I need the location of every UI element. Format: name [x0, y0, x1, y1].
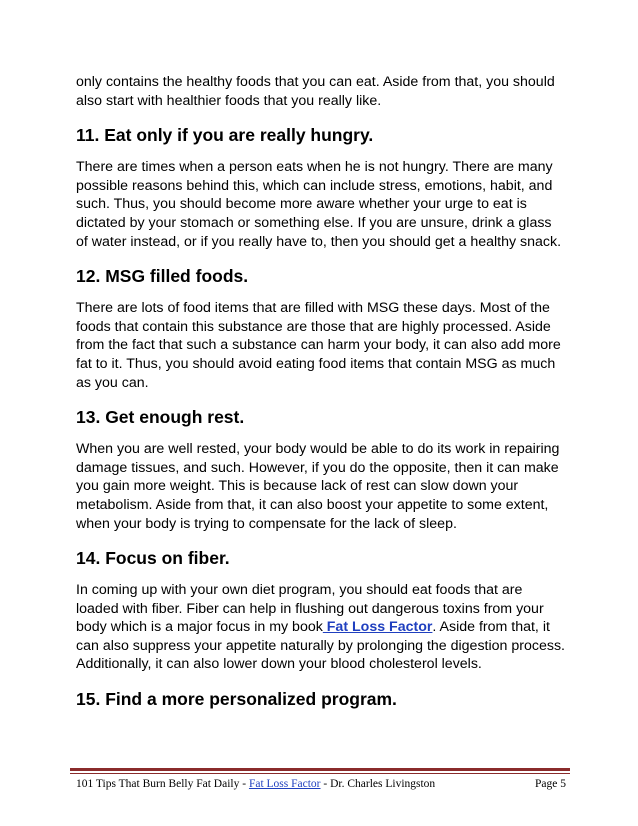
- heading-11: 11. Eat only if you are really hungry.: [76, 125, 374, 146]
- footer-author: - Dr. Charles Livingston: [320, 778, 436, 790]
- heading-12: 12. MSG filled foods.: [76, 266, 249, 287]
- fat-loss-factor-link[interactable]: Fat Loss Factor: [322, 619, 433, 636]
- heading-15: 15. Find a more personalized program.: [76, 689, 397, 710]
- paragraph-14-text-before: In coming up with your own diet program, you should eat foods that are loaded with fiber. Fiber can help in flushing out dangerous toxins from your body which is a major focus in my book: [76, 582, 544, 636]
- paragraph-14: [76, 581, 566, 674]
- paragraph-13: When you are well rested, your body would be able to do its work in repairing damage tissues, and such. However, if you do the opposite, then it can make you gain more weight. This is because lack of rest can slow down your metabolism. Aside from that, it can also boost your appetite to some extent, when your body is trying to compensate for the lack of sleep.: [76, 441, 560, 532]
- intro-paragraph: only contains the healthy foods that you can eat. Aside from that, you should also start with healthier foods that you really like.: [76, 74, 555, 109]
- paragraph-11: There are times when a person eats when he is not hungry. There are many possible reasons behind this, which can include stress, emotions, habit, and such. Thus, you should become more aware whether your urge to eat is dictated by your stomach or something else. If you are unsure, drink a glass of water instead, or if you really have to, then you should get a healthy snack.: [76, 159, 562, 250]
- page-number: Page 5: [535, 778, 566, 790]
- heading-13: 13. Get enough rest.: [76, 407, 245, 428]
- footer-divider-thin: [70, 773, 570, 774]
- paragraph-14-text-after: . Aside from that, it can also suppress your appetite naturally by prolonging the digestion process. Additionally, it can also lower down your blood cholesterol levels.: [76, 619, 565, 673]
- footer-left: [76, 778, 435, 790]
- heading-14: 14. Focus on fiber.: [76, 548, 230, 569]
- paragraph-12: There are lots of food items that are filled with MSG these days. Most of the foods that contain this substance are those that are highly processed. Aside from the fact that such a substance can harm your body, it can also add more fat to it. Thus, you should avoid eating food items that contain MSG as much as you can.: [76, 300, 561, 391]
- page-footer: [76, 778, 566, 790]
- footer-divider-thick: [70, 768, 570, 771]
- footer-title: 101 Tips That Burn Belly Fat Daily -: [76, 778, 249, 790]
- page-content: [76, 73, 566, 722]
- footer-fat-loss-factor-link[interactable]: Fat Loss Factor: [248, 778, 321, 790]
